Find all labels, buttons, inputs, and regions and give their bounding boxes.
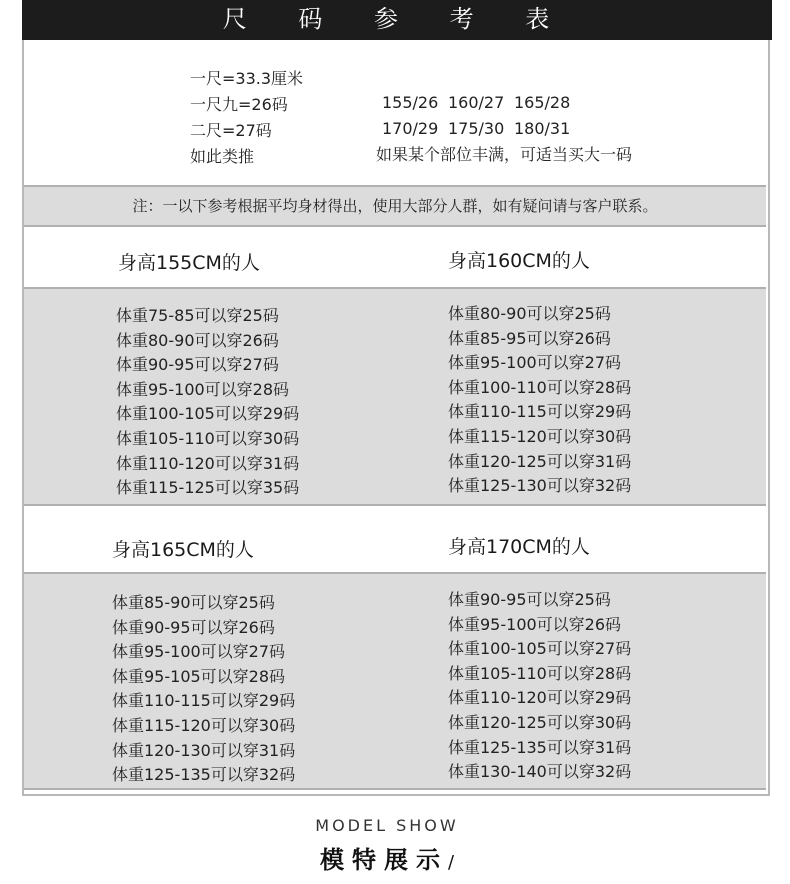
height-heading-170: 身高170CM的人 bbox=[448, 536, 590, 558]
weight-list-170 bbox=[448, 588, 631, 785]
weight-size-row: 体重100-105可以穿29码 bbox=[116, 404, 300, 424]
model-show-cn: 模特展示 bbox=[319, 846, 448, 874]
weight-size-row: 体重100-110可以穿28码 bbox=[448, 377, 632, 397]
size-pair: 175/30 bbox=[448, 119, 505, 138]
conversion-line: 如此类推 bbox=[190, 147, 255, 166]
note-banner: 注：一以下参考根据平均身材得出，使用大部分人群，如有疑问请与客户联系。 bbox=[24, 185, 766, 227]
size-pair: 155/26 bbox=[382, 93, 439, 112]
weight-size-row: 体重110-115可以穿29码 bbox=[112, 691, 296, 711]
model-show-title bbox=[0, 840, 774, 875]
weight-size-row: 体重80-90可以穿26码 bbox=[116, 330, 279, 350]
conversion-line: 一尺=33.3厘米 bbox=[190, 69, 304, 88]
size-pair: 160/27 bbox=[448, 93, 505, 112]
weight-size-row: 体重120-125可以穿30码 bbox=[448, 712, 632, 732]
weight-size-row: 体重90-95可以穿25码 bbox=[448, 590, 611, 609]
conversion-line: 二尺=27码 bbox=[190, 121, 272, 140]
size-pair: 165/28 bbox=[514, 93, 571, 112]
height-heading-155: 身高155CM的人 bbox=[118, 252, 260, 274]
weight-size-row: 体重115-120可以穿30码 bbox=[112, 715, 296, 735]
weight-size-row: 体重105-110可以穿30码 bbox=[116, 428, 300, 448]
weight-size-row: 体重110-120可以穿31码 bbox=[116, 453, 300, 473]
fit-tip: 如果某个部位丰满，可适当买大一码 bbox=[376, 145, 633, 164]
model-show-label: MODEL SHOW bbox=[315, 816, 459, 835]
weight-size-row: 体重100-105可以穿27码 bbox=[448, 639, 632, 659]
height-heading-160: 身高160CM的人 bbox=[448, 250, 590, 272]
weight-list-165 bbox=[112, 591, 295, 788]
size-pair: 180/31 bbox=[514, 119, 571, 138]
weight-size-row: 体重90-95可以穿27码 bbox=[116, 355, 279, 375]
weight-size-row: 体重95-100可以穿26码 bbox=[448, 614, 622, 634]
weight-size-row: 体重85-90可以穿25码 bbox=[112, 593, 275, 612]
weight-size-row: 体重115-125可以穿35码 bbox=[116, 478, 300, 498]
conversion-line: 一尺九=26码 bbox=[190, 95, 288, 114]
weight-size-row: 体重120-125可以穿31码 bbox=[448, 451, 632, 471]
weight-size-row: 体重125-135可以穿31码 bbox=[448, 737, 632, 757]
weight-size-row: 体重95-100可以穿28码 bbox=[116, 379, 290, 399]
weight-list-160 bbox=[448, 302, 631, 499]
weight-size-row: 体重95-100可以穿27码 bbox=[448, 353, 622, 373]
height-heading-165: 身高165CM的人 bbox=[112, 539, 254, 561]
weight-size-row: 体重130-140可以穿32码 bbox=[448, 762, 632, 782]
weight-size-row: 体重95-100可以穿27码 bbox=[112, 642, 286, 662]
weight-size-row: 体重115-120可以穿30码 bbox=[448, 426, 632, 446]
weight-size-row: 体重110-115可以穿29码 bbox=[448, 402, 632, 422]
weight-size-row: 体重90-95可以穿26码 bbox=[112, 617, 275, 637]
weight-size-row: 体重105-110可以穿28码 bbox=[448, 663, 632, 683]
model-show-slash: / bbox=[447, 852, 455, 873]
weight-size-row: 体重120-130可以穿31码 bbox=[112, 740, 296, 760]
weight-size-row: 体重110-120可以穿29码 bbox=[448, 688, 632, 708]
size-pairs-row bbox=[376, 90, 632, 116]
page-title: 尺 码 参 考 表 bbox=[22, 0, 772, 40]
weight-size-row: 体重95-105可以穿28码 bbox=[112, 666, 286, 686]
size-pairs-row bbox=[376, 116, 632, 142]
weight-size-row: 体重125-130可以穿32码 bbox=[448, 476, 632, 496]
weight-size-row: 体重85-95可以穿26码 bbox=[448, 328, 611, 348]
weight-size-row: 体重125-135可以穿32码 bbox=[112, 765, 296, 785]
weight-list-155 bbox=[116, 304, 299, 501]
size-pair: 170/29 bbox=[382, 119, 439, 138]
conversion-left bbox=[190, 66, 303, 170]
weight-size-row: 体重80-90可以穿25码 bbox=[448, 304, 611, 323]
conversion-right bbox=[376, 90, 632, 168]
weight-size-row: 体重75-85可以穿25码 bbox=[116, 306, 279, 325]
